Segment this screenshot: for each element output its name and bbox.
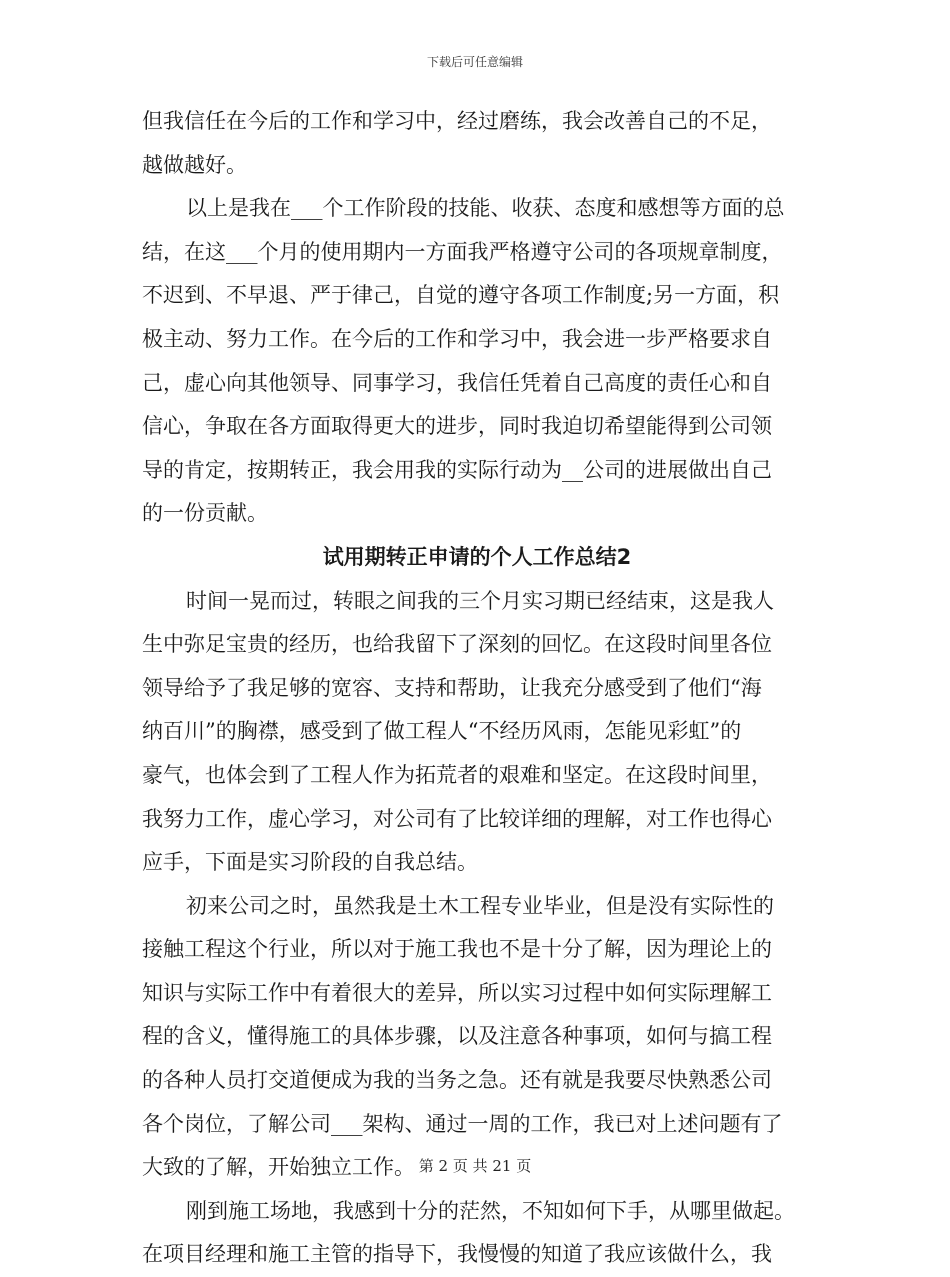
text-line: 的各种人员打交道便成为我的当务之急。还有就是我要尽快熟悉公司 [142, 1068, 772, 1093]
text-line: 领导给予了我足够的宽容、支持和帮助，让我充分感受到了他们“海 [142, 675, 762, 700]
text-line: 的一份贡献。 [142, 501, 268, 526]
text-line: 知识与实际工作中有着很大的差异，所以实习过程中如何实际理解工 [142, 980, 772, 1005]
text-line: 生中弥足宝贵的经历，也给我留下了深刻的回忆。在这段时间里各位 [142, 632, 772, 657]
text-line: 程的含义，懂得施工的具体步骤，以及注意各种事项，如何与搞工程 [142, 1024, 772, 1049]
text-line: 在项目经理和施工主管的指导下，我慢慢的知道了我应该做什么，我 [142, 1242, 772, 1267]
text-line: 结，在这___个月的使用期内一方面我严格遵守公司的各项规章制度， [142, 239, 783, 264]
text-line: 各个岗位，了解公司___架构、通过一周的工作，我已对上述问题有了 [142, 1111, 783, 1136]
paragraph-3 [142, 580, 812, 885]
text-line: 以上是我在___个工作阶段的技能、收获、态度和感想等方面的总 [186, 196, 785, 221]
text-line: 导的肯定，按期转正，我会用我的实际行动为__公司的进展做出自己 [142, 457, 772, 482]
paragraph-4 [142, 885, 812, 1190]
text-line: 但我信任在今后的工作和学习中，经过磨练，我会改善自己的不足， [142, 109, 772, 133]
text-line: 极主动、努力工作。在今后的工作和学习中，我会进一步严格要求自 [142, 326, 772, 351]
text-line: 己，虚心向其他领导、同事学习，我信任凭着自己高度的责任心和自 [142, 370, 772, 395]
text-line: 不迟到、不早退、严于律己，自觉的遵守各项工作制度;另一方面，积 [142, 283, 780, 308]
text-line: 时间一晃而过，转眼之间我的三个月实习期已经结束，这是我人 [186, 588, 774, 613]
text-line: 纳百川”的胸襟，感受到了做工程人“不经历风雨，怎能见彩虹”的 [142, 719, 742, 744]
text-line: 我努力工作，虚心学习，对公司有了比较详细的理解，对工作也得心 [142, 806, 772, 831]
text-line: 信心，争取在各方面取得更大的进步，同时我迫切希望能得到公司领 [142, 414, 772, 439]
section-title: 试用期转正申请的个人工作总结2 [322, 544, 632, 569]
header-note: 下载后可任意编辑 [426, 55, 523, 69]
text-line: 豪气，也体会到了工程人作为拓荒者的艰难和坚定。在这段时间里， [142, 762, 772, 787]
paragraph-1 [142, 100, 812, 187]
paragraph-2 [142, 187, 812, 536]
text-line: 越做越好。 [142, 152, 247, 177]
document-body [142, 100, 812, 1277]
page-number: 第 2 页 共 21 页 [418, 1157, 532, 1175]
text-line: 接触工程这个行业，所以对于施工我也不是十分了解，因为理论上的 [142, 937, 772, 962]
text-line: 初来公司之时，虽然我是土木工程专业毕业，但是没有实际性的 [186, 893, 774, 918]
text-line: 应手，下面是实习阶段的自我总结。 [142, 850, 478, 875]
paragraph-5 [142, 1190, 812, 1277]
text-line: 刚到施工场地，我感到十分的茫然，不知如何下手，从哪里做起。 [186, 1198, 795, 1223]
text-line: 大致的了解，开始独立工作。 [142, 1155, 415, 1180]
